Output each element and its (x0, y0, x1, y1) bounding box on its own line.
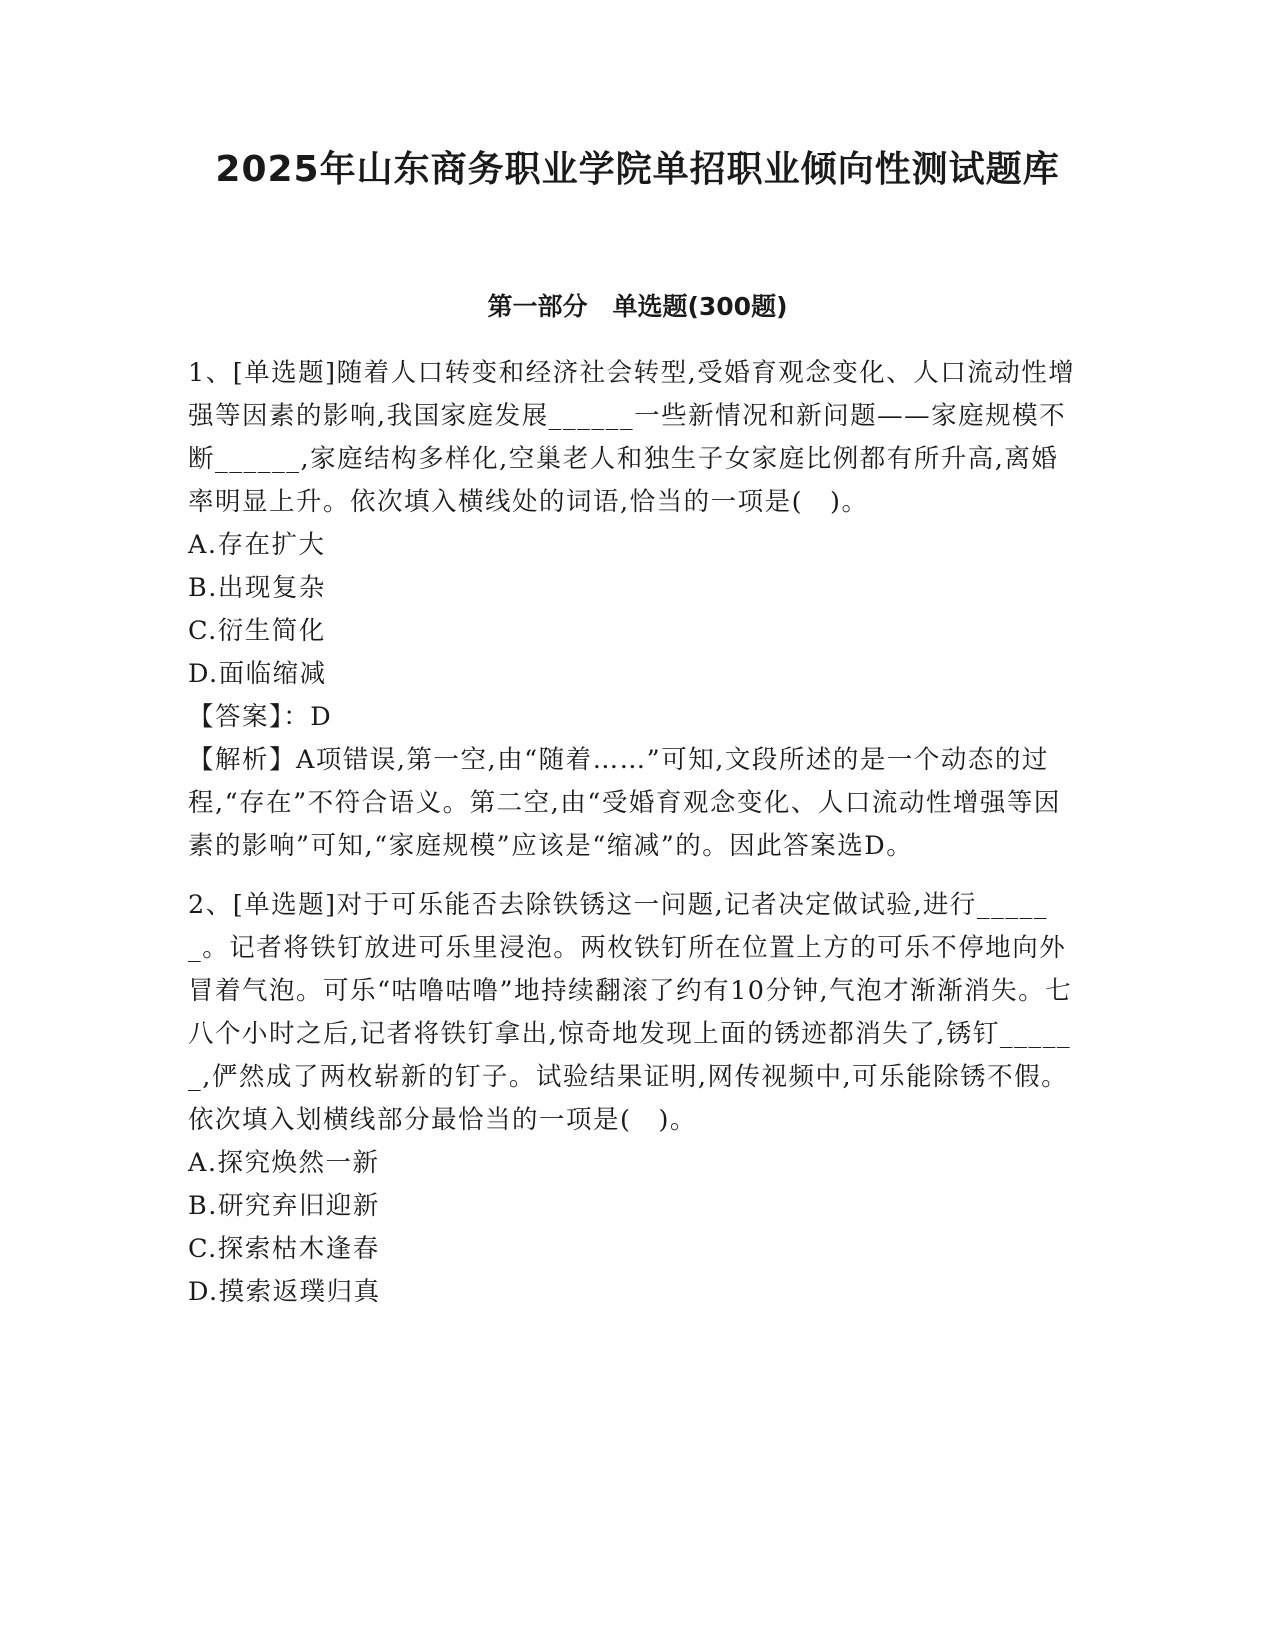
option-a: A.探究焕然一新 (188, 1148, 380, 1178)
question-1 (188, 352, 1083, 868)
section-title: 第一部分 单选题(300题) (487, 292, 788, 321)
option-a: A.存在扩大 (188, 530, 326, 560)
answer-label: 【答案】： (188, 702, 311, 732)
option-b: B.研究弃旧迎新 (188, 1191, 380, 1221)
analysis-label: 【解析】 (188, 745, 297, 775)
option-d: D.面临缩减 (188, 659, 327, 689)
question-2 (188, 884, 1083, 1314)
option-c: C.探索枯木逢春 (188, 1234, 380, 1264)
question-stem: 2、[单选题]对于可乐能否去除铁锈这一问题,记者决定做试验,进行______。记者将铁钉放进可乐里浸泡。两枚铁钉所在位置上方的可乐不停地向外冒着气泡。可乐“咕噜咕噜”地持续翻滚了约有10分钟,气泡才渐渐消失。七八个小时之后,记者将铁钉拿出,惊奇地发现上面的锈迹都消失了,锈钉______,俨然成了两枚崭新的钉子。试验结果证明,网传视频中,可乐能除锈不假。依次填入划横线部分最恰当的一项是( )。 (188, 890, 1073, 1135)
analysis-text: A项错误,第一空,由“随着……”可知,文段所述的是一个动态的过程,“存在”不符合语义。第二空,由“受婚育观念变化、人口流动性增强等因素的影响”可知,“家庭规模”应该是“缩减”的。因此答案选D。 (188, 745, 1061, 861)
answer-value: D (310, 702, 333, 732)
option-d: D.摸索返璞归真 (188, 1277, 381, 1307)
analysis-paragraph (188, 739, 1083, 868)
answer-line (188, 696, 1083, 739)
option-b: B.出现复杂 (188, 573, 326, 603)
document-title: 2025年山东商务职业学院单招职业倾向性测试题库 (215, 149, 1060, 190)
option-c: C.衍生简化 (188, 616, 326, 646)
question-list (188, 352, 1083, 1314)
question-stem: 1、[单选题]随着人口转变和经济社会转型,受婚育观念变化、人口流动性增强等因素的影响,我国家庭发展______一些新情况和新问题——家庭规模不断______,家庭结构多样化,空巢老人和独生子女家庭比例都有所升高,离婚率明显上升。依次填入横线处的词语,恰当的一项是( )。 (188, 358, 1076, 517)
